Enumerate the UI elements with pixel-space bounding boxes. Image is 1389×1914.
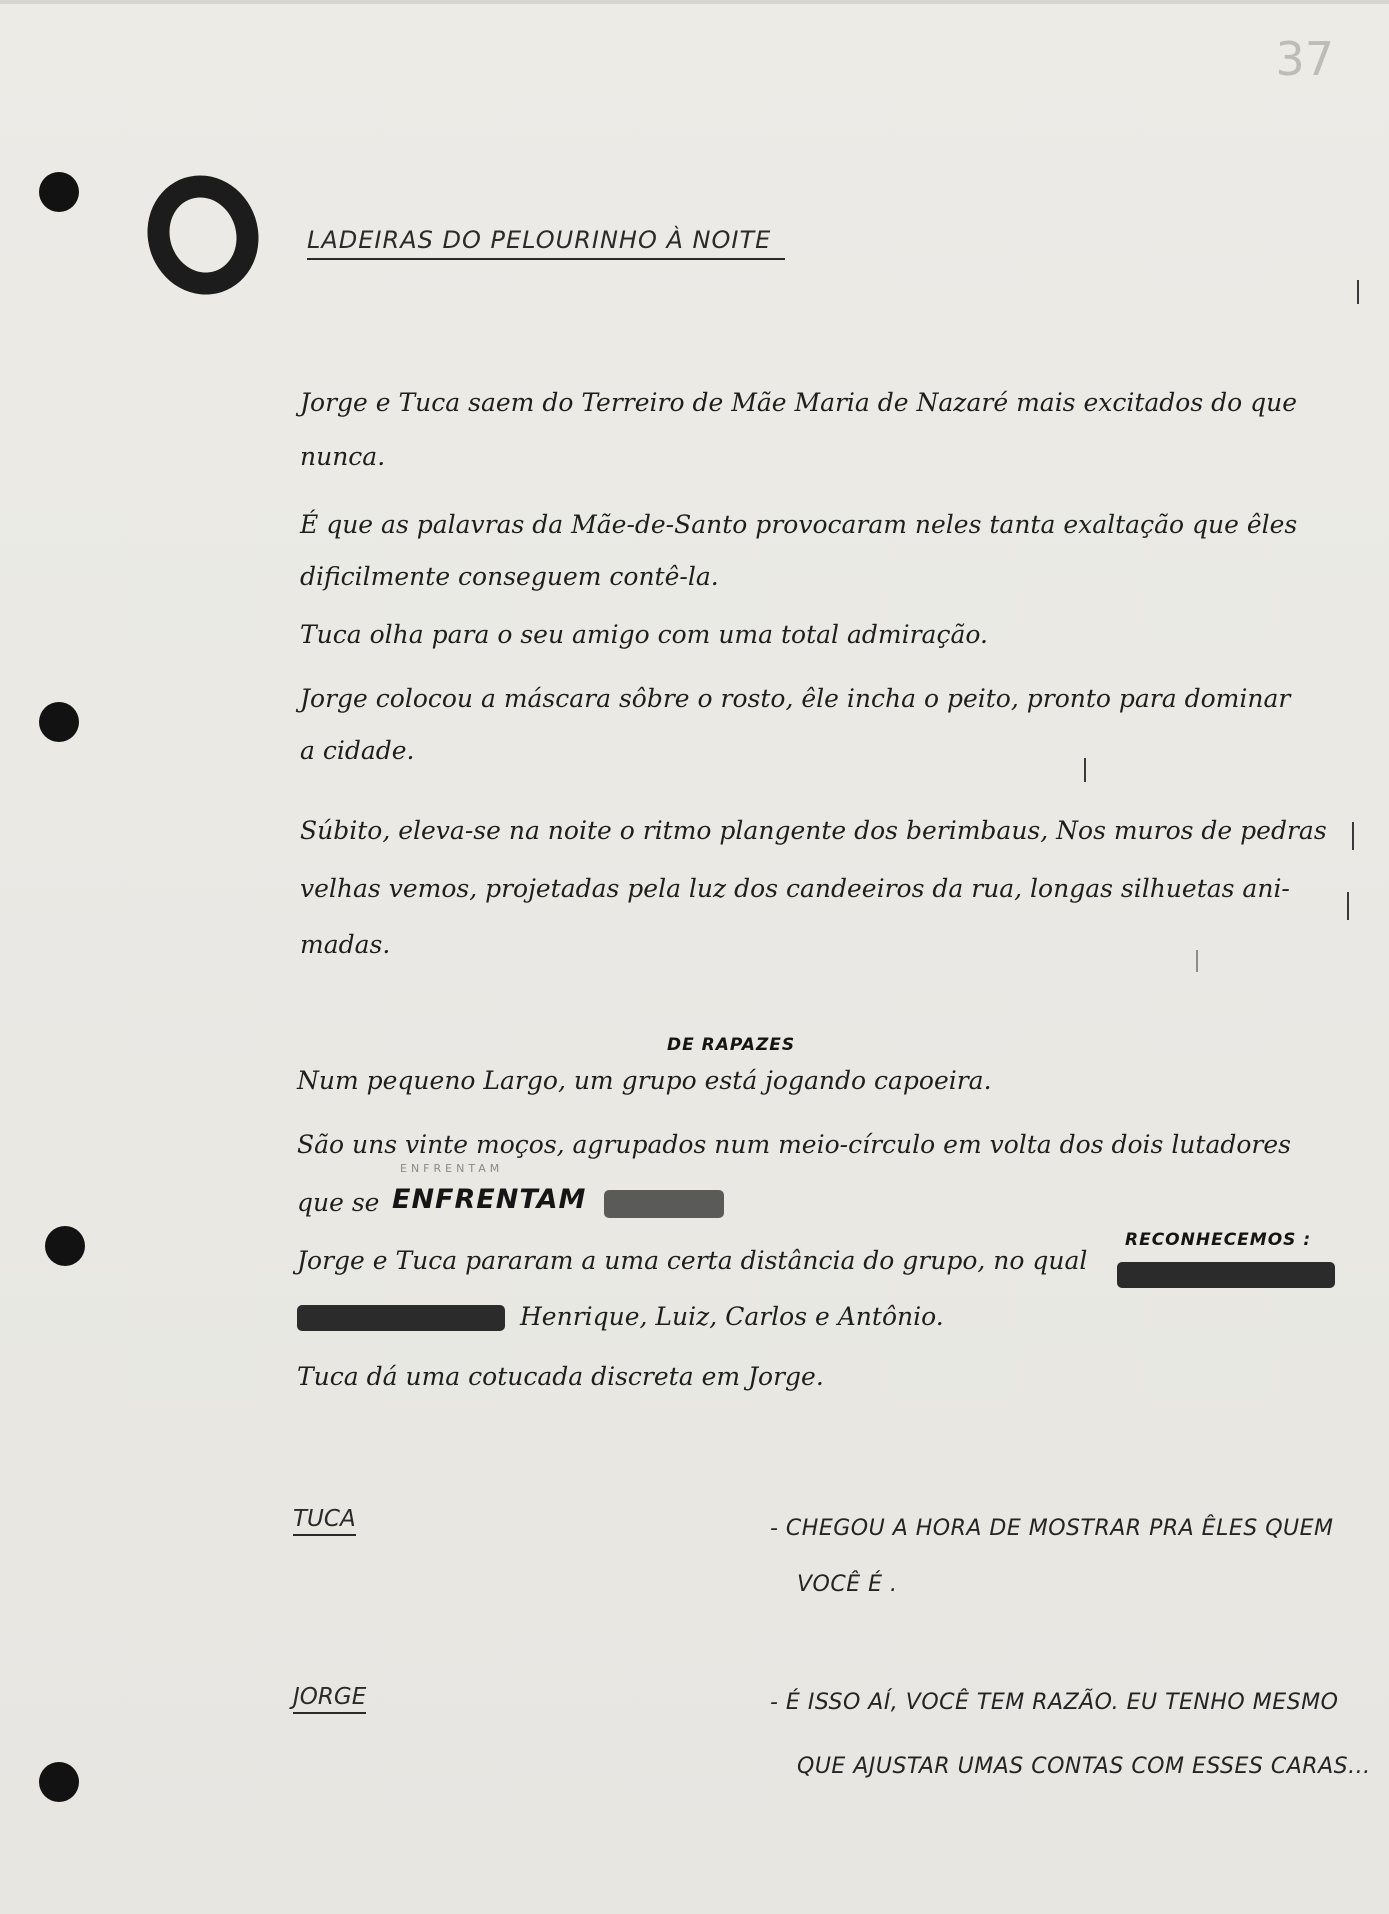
- redaction-block: [1117, 1262, 1335, 1288]
- handwritten-insert: RECONHECEMOS :: [1125, 1230, 1312, 1250]
- paragraph-line: a cidade.: [300, 736, 415, 765]
- redaction-block: [604, 1190, 724, 1218]
- dialogue-line: VOCÊ É .: [797, 1572, 898, 1597]
- dialogue-line: - É ISSO AÍ, VOCÊ TEM RAZÃO. EU TENHO MESMO: [770, 1690, 1339, 1715]
- ink-ring-mark: [132, 161, 274, 309]
- paragraph-line: Num pequeno Largo, um grupo está jogando capoeira.: [297, 1066, 992, 1095]
- paragraph-line: Jorge e Tuca saem do Terreiro de Mãe Maria de Nazaré mais excitados do que: [300, 388, 1298, 417]
- scene-heading: LADEIRAS DO PELOURINHO À NOITE: [307, 226, 785, 260]
- paragraph-line: dificilmente conseguem contê-la.: [300, 562, 719, 591]
- margin-mark: [1357, 280, 1359, 304]
- paragraph-line: Tuca olha para o seu amigo com uma total admiração.: [300, 620, 988, 649]
- margin-mark: [1196, 950, 1198, 972]
- punch-hole-1: [39, 172, 79, 212]
- paragraph-line: São uns vinte moços, agrupados num meio-círculo em volta dos dois lutadores: [297, 1130, 1291, 1159]
- paragraph-line: Jorge colocou a máscara sôbre o rosto, êle incha o peito, pronto para dominar: [300, 684, 1291, 713]
- paragraph-line: Henrique, Luiz, Carlos e Antônio.: [520, 1302, 944, 1331]
- handwritten-insert: ENFRENTAM: [392, 1184, 587, 1215]
- paragraph-line: É que as palavras da Mãe-de-Santo provocaram neles tanta exaltação que êles: [300, 510, 1298, 539]
- margin-mark: [1352, 822, 1354, 850]
- page-number: 37: [1275, 32, 1334, 86]
- dialogue-line: - CHEGOU A HORA DE MOSTRAR PRA ÊLES QUEM: [770, 1516, 1334, 1541]
- paragraph-line: que se: [297, 1188, 380, 1217]
- paragraph-line: nunca.: [300, 442, 386, 471]
- handwritten-insert: DE RAPAZES: [667, 1035, 796, 1055]
- punch-hole-2: [39, 702, 79, 742]
- redaction-block: [297, 1305, 505, 1331]
- faint-insert-note: ENFRENTAM: [400, 1162, 504, 1175]
- dialogue-speaker: TUCA: [293, 1506, 356, 1536]
- paragraph-line: Jorge e Tuca pararam a uma certa distância do grupo, no qual: [297, 1246, 1088, 1275]
- paragraph-line: Súbito, eleva-se na noite o ritmo plangente dos berimbaus, Nos muros de pedras: [300, 816, 1327, 845]
- paper-top-edge: [0, 0, 1389, 4]
- punch-hole-4: [39, 1762, 79, 1802]
- margin-mark: [1084, 758, 1086, 782]
- dialogue-line: QUE AJUSTAR UMAS CONTAS COM ESSES CARAS...: [797, 1754, 1371, 1779]
- dialogue-speaker: JORGE: [293, 1684, 366, 1714]
- paragraph-line: Tuca dá uma cotucada discreta em Jorge.: [297, 1362, 824, 1391]
- margin-mark: [1347, 892, 1349, 920]
- paragraph-line: madas.: [300, 930, 391, 959]
- paragraph-line: velhas vemos, projetadas pela luz dos candeeiros da rua, longas silhuetas ani-: [300, 874, 1290, 903]
- punch-hole-3: [45, 1226, 85, 1266]
